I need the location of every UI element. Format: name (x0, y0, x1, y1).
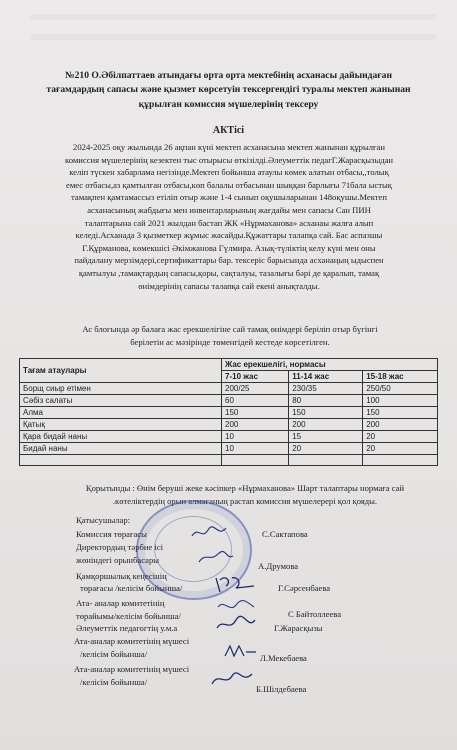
signer-role: Директордың тәрбие ісі (76, 542, 164, 552)
body-line: тамақпен қамтамассыз етіліп отыр және 1-4 сынып оқушыларынан 148оқушы.Мектеп (71, 192, 387, 203)
table-cell (289, 455, 363, 466)
bleed-through-text (30, 14, 437, 20)
table-cell (20, 455, 222, 466)
table-cell: 200 (222, 419, 289, 431)
signer-role: Әлеуметтік педагогтің у.м.а (76, 623, 178, 633)
signer-role: төрағасы /келісім бойынша/ (80, 583, 183, 593)
table-cell (363, 455, 438, 466)
signer-name: Г.Сәрсенбаева (278, 583, 331, 593)
body-line: пайдалану мерзімдері,сертификаттары бар. тексеріс барысында асханаңың ыдыспен (74, 255, 384, 266)
column-header-age: 15-18 жас (363, 371, 438, 383)
table-cell: Қатық (20, 419, 222, 431)
body-line: емес отбасы,аз қамтылған отбасы,көп балалы отбасынан шыққан барлығы 71бала ыстық (66, 179, 392, 190)
column-header-age: 11-14 жас (289, 371, 363, 383)
title-line: құрылған комиссия мүшелерінің тексеру (138, 98, 319, 110)
signer-name: А.Друмова (258, 561, 299, 571)
table-row (20, 455, 438, 466)
table-row (20, 383, 438, 395)
table-cell: 10 (222, 443, 289, 455)
table-cell: Алма (20, 407, 222, 419)
act-heading: АКТісі (212, 125, 245, 136)
table-cell: 230/35 (289, 383, 363, 395)
table-cell: 250/50 (363, 383, 438, 395)
table-cell: 200 (363, 419, 438, 431)
intro-line: берілетін ас мәзірінде төменгідей кестеде көрсетілген. (130, 336, 330, 347)
signer-name: Б.Шілдебаева (256, 684, 307, 694)
signer-role: Ата- аналар комитетінің (76, 598, 165, 608)
signer-name: С.Сактапова (262, 529, 308, 539)
signer-role: төрайымы/келісім бойынша/ (76, 611, 181, 621)
table-cell: 20 (363, 443, 438, 455)
handwritten-signature (208, 668, 256, 690)
body-line: 2024-2025 оқу жылында 26 ақпан күні мектеп асханасына мектеп жанынан құрылған (73, 142, 385, 152)
table-cell: 80 (289, 395, 363, 407)
handwritten-signature (190, 524, 230, 542)
handwritten-signature (212, 572, 258, 596)
table-header-row (20, 359, 438, 371)
table-cell: 60 (222, 395, 289, 407)
body-line: өнімдерінің сапасы талапқа сай екені анықталды. (138, 280, 320, 291)
signer-role: Ата-аналар комитетінің мүшесі (74, 636, 190, 646)
table-cell: Бидай наны (20, 443, 222, 455)
table-cell: 15 (289, 431, 363, 443)
body-line: келеді.Асханада 3 қызметкер жұмыс жасайды.Құжаттары талапқа сай. Бас аспазшы (75, 230, 383, 241)
body-line: комиссия мүшелерінің кезектен тыс отырысы өткізілді.Әлеуметтік педагГ.Жарасқызыдан (64, 154, 394, 165)
table-cell: 10 (222, 431, 289, 443)
table-cell: Борщ сиыр етімен (20, 383, 222, 395)
signer-role: Қамқоршылық кеңесінің (76, 571, 167, 581)
table-cell: 20 (363, 431, 438, 443)
table-intro (24, 323, 436, 348)
participants-label: Қатысушылар: (76, 515, 131, 525)
handwritten-signature (216, 597, 256, 615)
conclusion-line: Қорытынды : Өнім беруші жеке кәсіпкер «Нұрмаханова» Шарт талаптары нормаға сай (85, 483, 405, 493)
body-line: Г.Құрманова, көмекшісі Әкімжанова Гүлмира. Азық-түліктің келу күні мен оны (82, 242, 376, 253)
table-cell: 150 (222, 407, 289, 419)
body-line: талаптарына сай 2021 жылдан бастап ЖК «Нұрмаханова» асханаы жалға алып (84, 217, 374, 228)
signer-name: Г.Жарасқызы (274, 623, 323, 633)
conclusion-line: .көтеліктердің орын алмағаның растап комиссия мүшелерері қол қояды. (112, 496, 378, 506)
table-cell: 20 (289, 443, 363, 455)
portion-table (19, 358, 438, 466)
signer-name: Л.Мекебаева (260, 653, 307, 663)
conclusion (50, 482, 440, 508)
table-cell: 200 (289, 419, 363, 431)
title-line: тағамдардың сапасы және қызмет көрсетуін тексергендігі туралы мектеп жанынан (46, 84, 411, 96)
table-cell: 150 (363, 407, 438, 419)
body-line: асханасының жабдығы мен инвентарларының жағдайы мен сапасы Сан ПИН (87, 204, 371, 215)
signer-name: С Байтоллеева (288, 609, 342, 619)
title-line: №210 О.Әбілпаттаев атындағы орта орта мектебінің асханасы дайындаған (65, 70, 392, 81)
table-row (20, 407, 438, 419)
body-line: келіп түскен хабарлама негізінде.Мектеп бойынша атаулы көмек алатын отбасы,,толық (69, 167, 389, 178)
bleed-through-text (30, 34, 437, 40)
table-cell: 200/25 (222, 383, 289, 395)
table-row (20, 395, 438, 407)
column-header-norm: Жас ерекшелігі, нормасы (222, 359, 438, 371)
document-title (14, 69, 443, 112)
table-cell: 150 (289, 407, 363, 419)
table-row (20, 419, 438, 431)
signer-role: Комиссия төрағасы (76, 529, 147, 539)
signer-role: жөніндегі орынбасары (76, 555, 160, 565)
table-cell (222, 455, 289, 466)
table-cell: 100 (363, 395, 438, 407)
signer-role: Ата-аналар комитетінің мүшесі (74, 664, 190, 674)
table-row (20, 443, 438, 455)
body-line: қамтылуы ,тамақтардың сапасы,қоры, сақталуы, тазалығы бәрі де қаралып, тамақ (78, 267, 380, 278)
handwritten-signature (222, 642, 258, 660)
handwritten-signature (214, 614, 258, 634)
column-header-age: 7-10 жас (222, 371, 289, 383)
intro-line: Ас блогында әр балаға жас ерекшелігіне сай тамақ өнімдері беріліп отыр бүгінгі (82, 324, 378, 334)
signer-role: /келісім бойынша/ (80, 649, 148, 659)
signer-role: /келісім бойынша/ (80, 677, 148, 687)
column-header-food: Тағам атаулары (20, 359, 222, 383)
body-paragraph (22, 141, 436, 292)
table-row (20, 431, 438, 443)
table-cell: Сәбіз салаты (20, 395, 222, 407)
handwritten-signature (196, 548, 236, 566)
table-cell: Қара бидай наны (20, 431, 222, 443)
